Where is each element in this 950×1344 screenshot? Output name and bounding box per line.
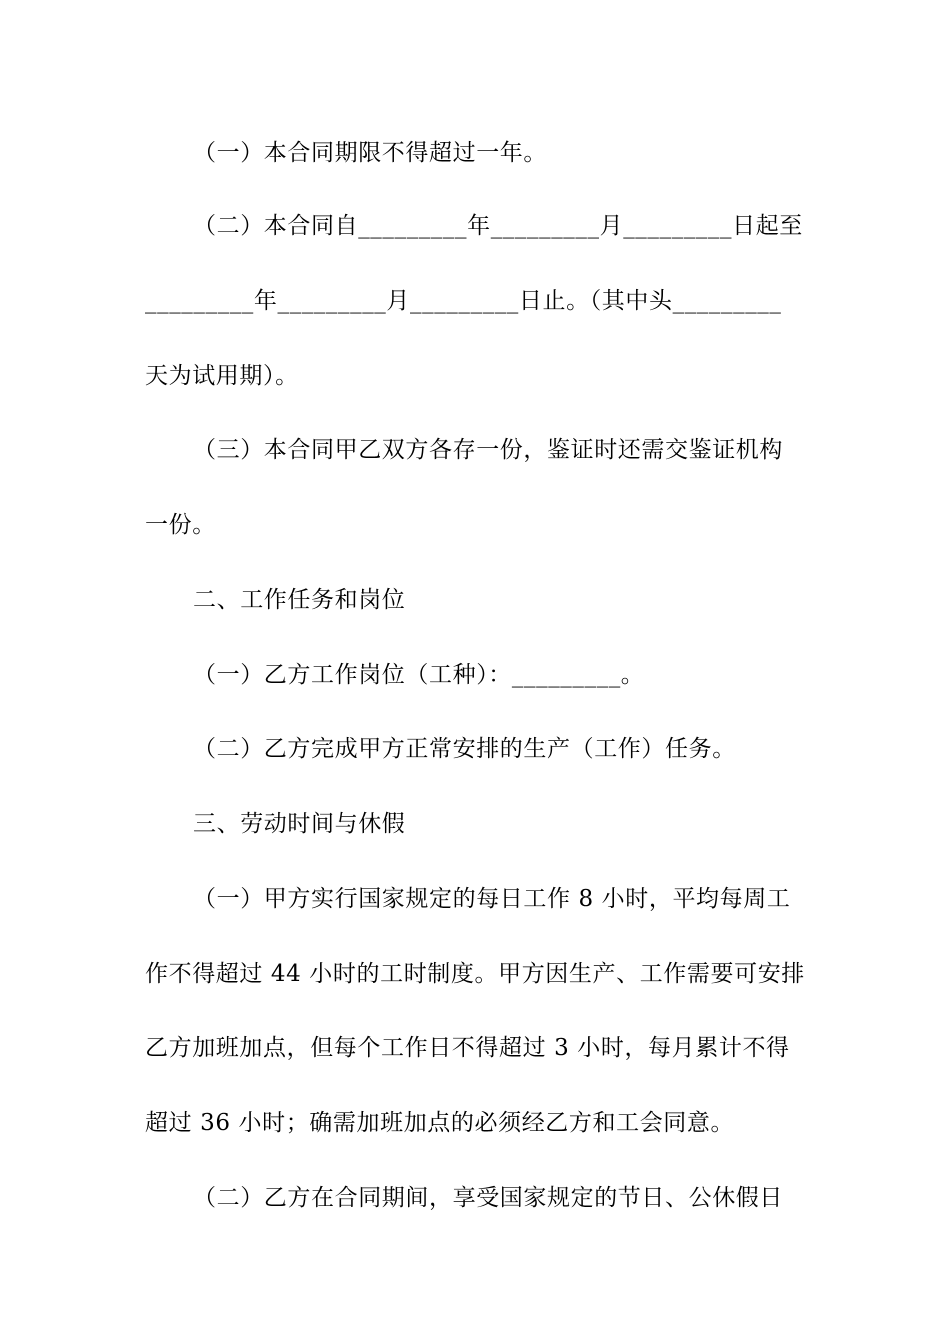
working-hours-clause-1-cont-1: 作不得超过 44 小时的工时制度。甲方因生产、工作需要可安排	[145, 961, 805, 987]
work-tasks-clause-1: （一）乙方工作岗位（工种）：_________。	[193, 662, 645, 688]
section-heading-work-tasks: 二、工作任务和岗位	[193, 587, 406, 613]
working-hours-clause-1: （一）甲方实行国家规定的每日工作 8 小时，平均每周工	[193, 886, 791, 912]
working-hours-clause-1-cont-3: 超过 36 小时；确需加班加点的必须经乙方和工会同意。	[145, 1110, 735, 1136]
contract-term-clause-2: （二）本合同自_________年_________月_________日起至	[193, 213, 803, 239]
contract-term-clause-3-cont: 一份。	[145, 512, 216, 538]
contract-term-clause-3: （三）本合同甲乙双方各存一份，鉴证时还需交鉴证机构	[193, 437, 783, 463]
working-hours-clause-1-cont-2: 乙方加班加点，但每个工作日不得超过 3 小时，每月累计不得	[145, 1035, 790, 1061]
contract-term-clause-2-cont-2: 天为试用期）。	[145, 363, 299, 389]
section-heading-working-hours: 三、劳动时间与休假	[193, 811, 406, 837]
work-tasks-clause-2: （二）乙方完成甲方正常安排的生产（工作）任务。	[193, 736, 736, 762]
contract-term-clause-1: （一）本合同期限不得超过一年。	[193, 140, 547, 166]
working-hours-clause-2: （二）乙方在合同期间，享受国家规定的节日、公休假日	[193, 1185, 783, 1211]
contract-term-clause-2-cont-1: _________年_________月_________日止。（其中头_________	[145, 288, 782, 314]
